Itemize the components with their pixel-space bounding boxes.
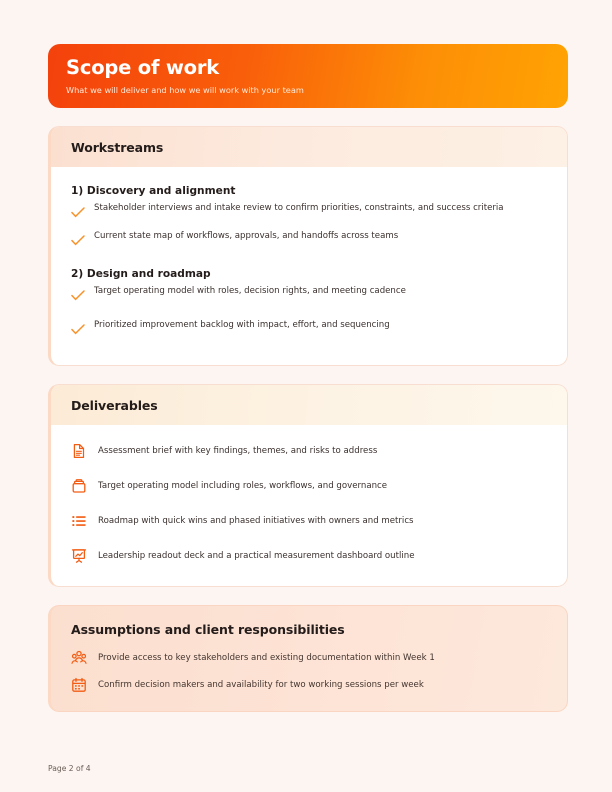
deliverable-item-text: Leadership readout deck and a practical measurement dashboard outline (98, 550, 415, 561)
people-group-icon (71, 650, 87, 666)
page-footer: Page 2 of 4 (48, 764, 91, 773)
list-icon (71, 513, 87, 529)
deliverable-item-text: Assessment brief with key findings, themes, and risks to address (98, 445, 378, 456)
workstream-item-text: Current state map of workflows, approvals, and handoffs across teams (94, 231, 399, 241)
assumption-item (71, 677, 547, 693)
deliverable-item (71, 478, 545, 494)
workstream-item (71, 319, 545, 339)
assumptions-heading: Assumptions and client responsibilities (71, 622, 345, 637)
workstream-group (71, 268, 545, 339)
deliverable-item (71, 443, 545, 459)
deliverable-item (71, 548, 545, 564)
deliverable-item (71, 513, 545, 529)
deliverable-item-text: Target operating model including roles, workflows, and governance (98, 480, 388, 491)
check-icon (71, 285, 85, 305)
box-icon (71, 478, 87, 494)
check-icon (71, 319, 85, 339)
assumption-item-text: Provide access to key stakeholders and existing documentation within Week 1 (98, 652, 435, 663)
assumptions-card (48, 605, 568, 712)
deliverables-heading: Deliverables (51, 385, 567, 425)
page-subtitle: What we will deliver and how we will work with your team (66, 85, 304, 96)
deliverables-card (48, 384, 568, 587)
workstream-item (71, 202, 545, 222)
workstreams-card (48, 126, 568, 366)
workstream-item-text: Stakeholder interviews and intake review to confirm priorities, constraints, and success criteria (94, 203, 504, 213)
assumption-item (71, 650, 547, 666)
workstream-item-text: Target operating model with roles, decision rights, and meeting cadence (94, 286, 406, 296)
calendar-icon (71, 677, 87, 693)
workstream-group (71, 185, 545, 250)
presentation-chart-icon (71, 548, 87, 564)
page-header-banner (48, 44, 568, 108)
deliverable-item-text: Roadmap with quick wins and phased initiatives with owners and metrics (98, 515, 414, 526)
workstream-item (71, 230, 545, 250)
workstreams-heading: Workstreams (51, 127, 567, 167)
workstream-item (71, 285, 545, 305)
workstream-item-text: Prioritized improvement backlog with impact, effort, and sequencing (94, 320, 390, 330)
workstreams-body (51, 167, 567, 365)
check-icon (71, 202, 85, 222)
document-icon (71, 443, 87, 459)
workstream-group-title: 1) Discovery and alignment (71, 185, 236, 197)
deliverables-body (51, 425, 567, 586)
workstream-group-title: 2) Design and roadmap (71, 268, 211, 280)
check-icon (71, 230, 85, 250)
page-title: Scope of work (66, 56, 220, 79)
assumption-item-text: Confirm decision makers and availability for two working sessions per week (98, 679, 424, 690)
